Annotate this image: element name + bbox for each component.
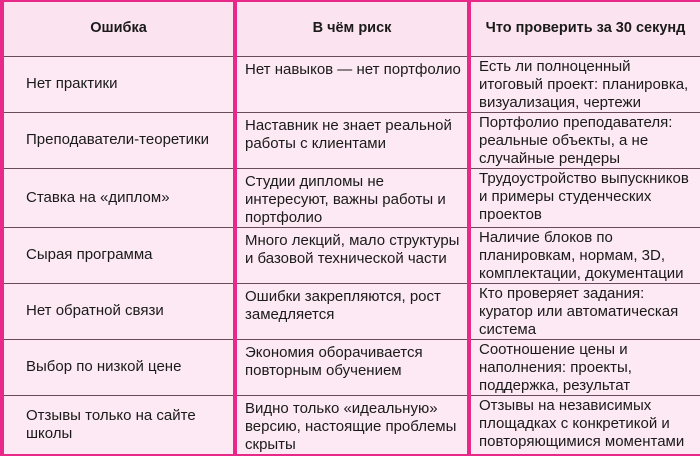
check-text: Кто проверяет задания: куратор или автоматическая система	[479, 284, 679, 338]
check-text: Отзывы на независимых площадках с конкретикой и повторяющимися моментами	[479, 396, 685, 450]
table-row	[2, 339, 700, 395]
risk-cell	[235, 112, 469, 168]
header-mistake-label: Ошибка	[90, 20, 147, 37]
check-cell	[469, 168, 700, 227]
table-row	[2, 227, 700, 283]
check-cell	[469, 283, 700, 339]
risk-text: Наставник не знает реальной работы с клиентами	[245, 116, 452, 152]
mistake-text: Отзывы только на сайте школы	[26, 406, 196, 442]
check-cell	[469, 339, 700, 395]
mistake-text: Нет обратной связи	[26, 302, 164, 319]
mistake-cell	[2, 395, 235, 455]
header-risk-label: В чём риск	[312, 20, 392, 37]
mistake-text: Сырая программа	[26, 246, 153, 263]
mistake-cell	[2, 112, 235, 168]
risk-cell	[235, 339, 469, 395]
check-text: Соотношение цены и наполнения: проекты, поддержка, результат	[479, 340, 632, 394]
mistake-cell	[2, 56, 235, 112]
table-body	[2, 56, 700, 455]
table-header	[2, 1, 700, 56]
check-text: Есть ли полноценный итоговый проект: планировка, визуализация, чертежи	[479, 57, 689, 111]
risk-text: Много лекций, мало структуры и базовой технической части	[245, 231, 460, 267]
check-text: Наличие блоков по планировкам, нормам, 3D, комплектации, документации	[479, 228, 684, 282]
table-row	[2, 395, 700, 455]
table-row	[2, 283, 700, 339]
risk-cell	[235, 395, 469, 455]
mistake-text: Преподаватели-теоретики	[26, 131, 209, 148]
check-cell	[469, 56, 700, 112]
risk-text: Видно только «идеальную» версию, настоящие проблемы скрыты	[245, 399, 457, 453]
risk-cell	[235, 168, 469, 227]
table-row	[2, 112, 700, 168]
table-row	[2, 168, 700, 227]
header-check	[469, 1, 700, 56]
risk-cell	[235, 227, 469, 283]
header-risk	[235, 1, 469, 56]
mistake-text: Выбор по низкой цене	[26, 358, 182, 375]
risk-text: Студии дипломы не интересуют, важны работы и портфолио	[245, 172, 446, 226]
check-cell	[469, 112, 700, 168]
mistake-text: Нет практики	[26, 75, 118, 92]
risk-cell	[235, 56, 469, 112]
mistake-text: Ставка на «диплом»	[26, 188, 170, 206]
table-row	[2, 56, 700, 112]
mistake-cell	[2, 283, 235, 339]
mistake-cell	[2, 339, 235, 395]
risk-text: Нет навыков — нет портфолио	[245, 60, 461, 78]
check-cell	[469, 395, 700, 455]
mistake-cell	[2, 227, 235, 283]
check-cell	[469, 227, 700, 283]
check-text: Трудоустройство выпускников и примеры студенческих проектов	[479, 169, 689, 223]
risk-text: Ошибки закрепляются, рост замедляется	[245, 287, 441, 323]
header-mistake	[2, 1, 235, 56]
mistake-cell	[2, 168, 235, 227]
risk-cell	[235, 283, 469, 339]
check-text: Портфолио преподавателя: реальные объекты, а не случайные рендеры	[479, 113, 673, 167]
header-check-label: Что проверить за 30 секунд	[485, 20, 686, 37]
header-row	[2, 1, 700, 56]
risk-text: Экономия оборачивается повторным обучением	[245, 343, 423, 379]
